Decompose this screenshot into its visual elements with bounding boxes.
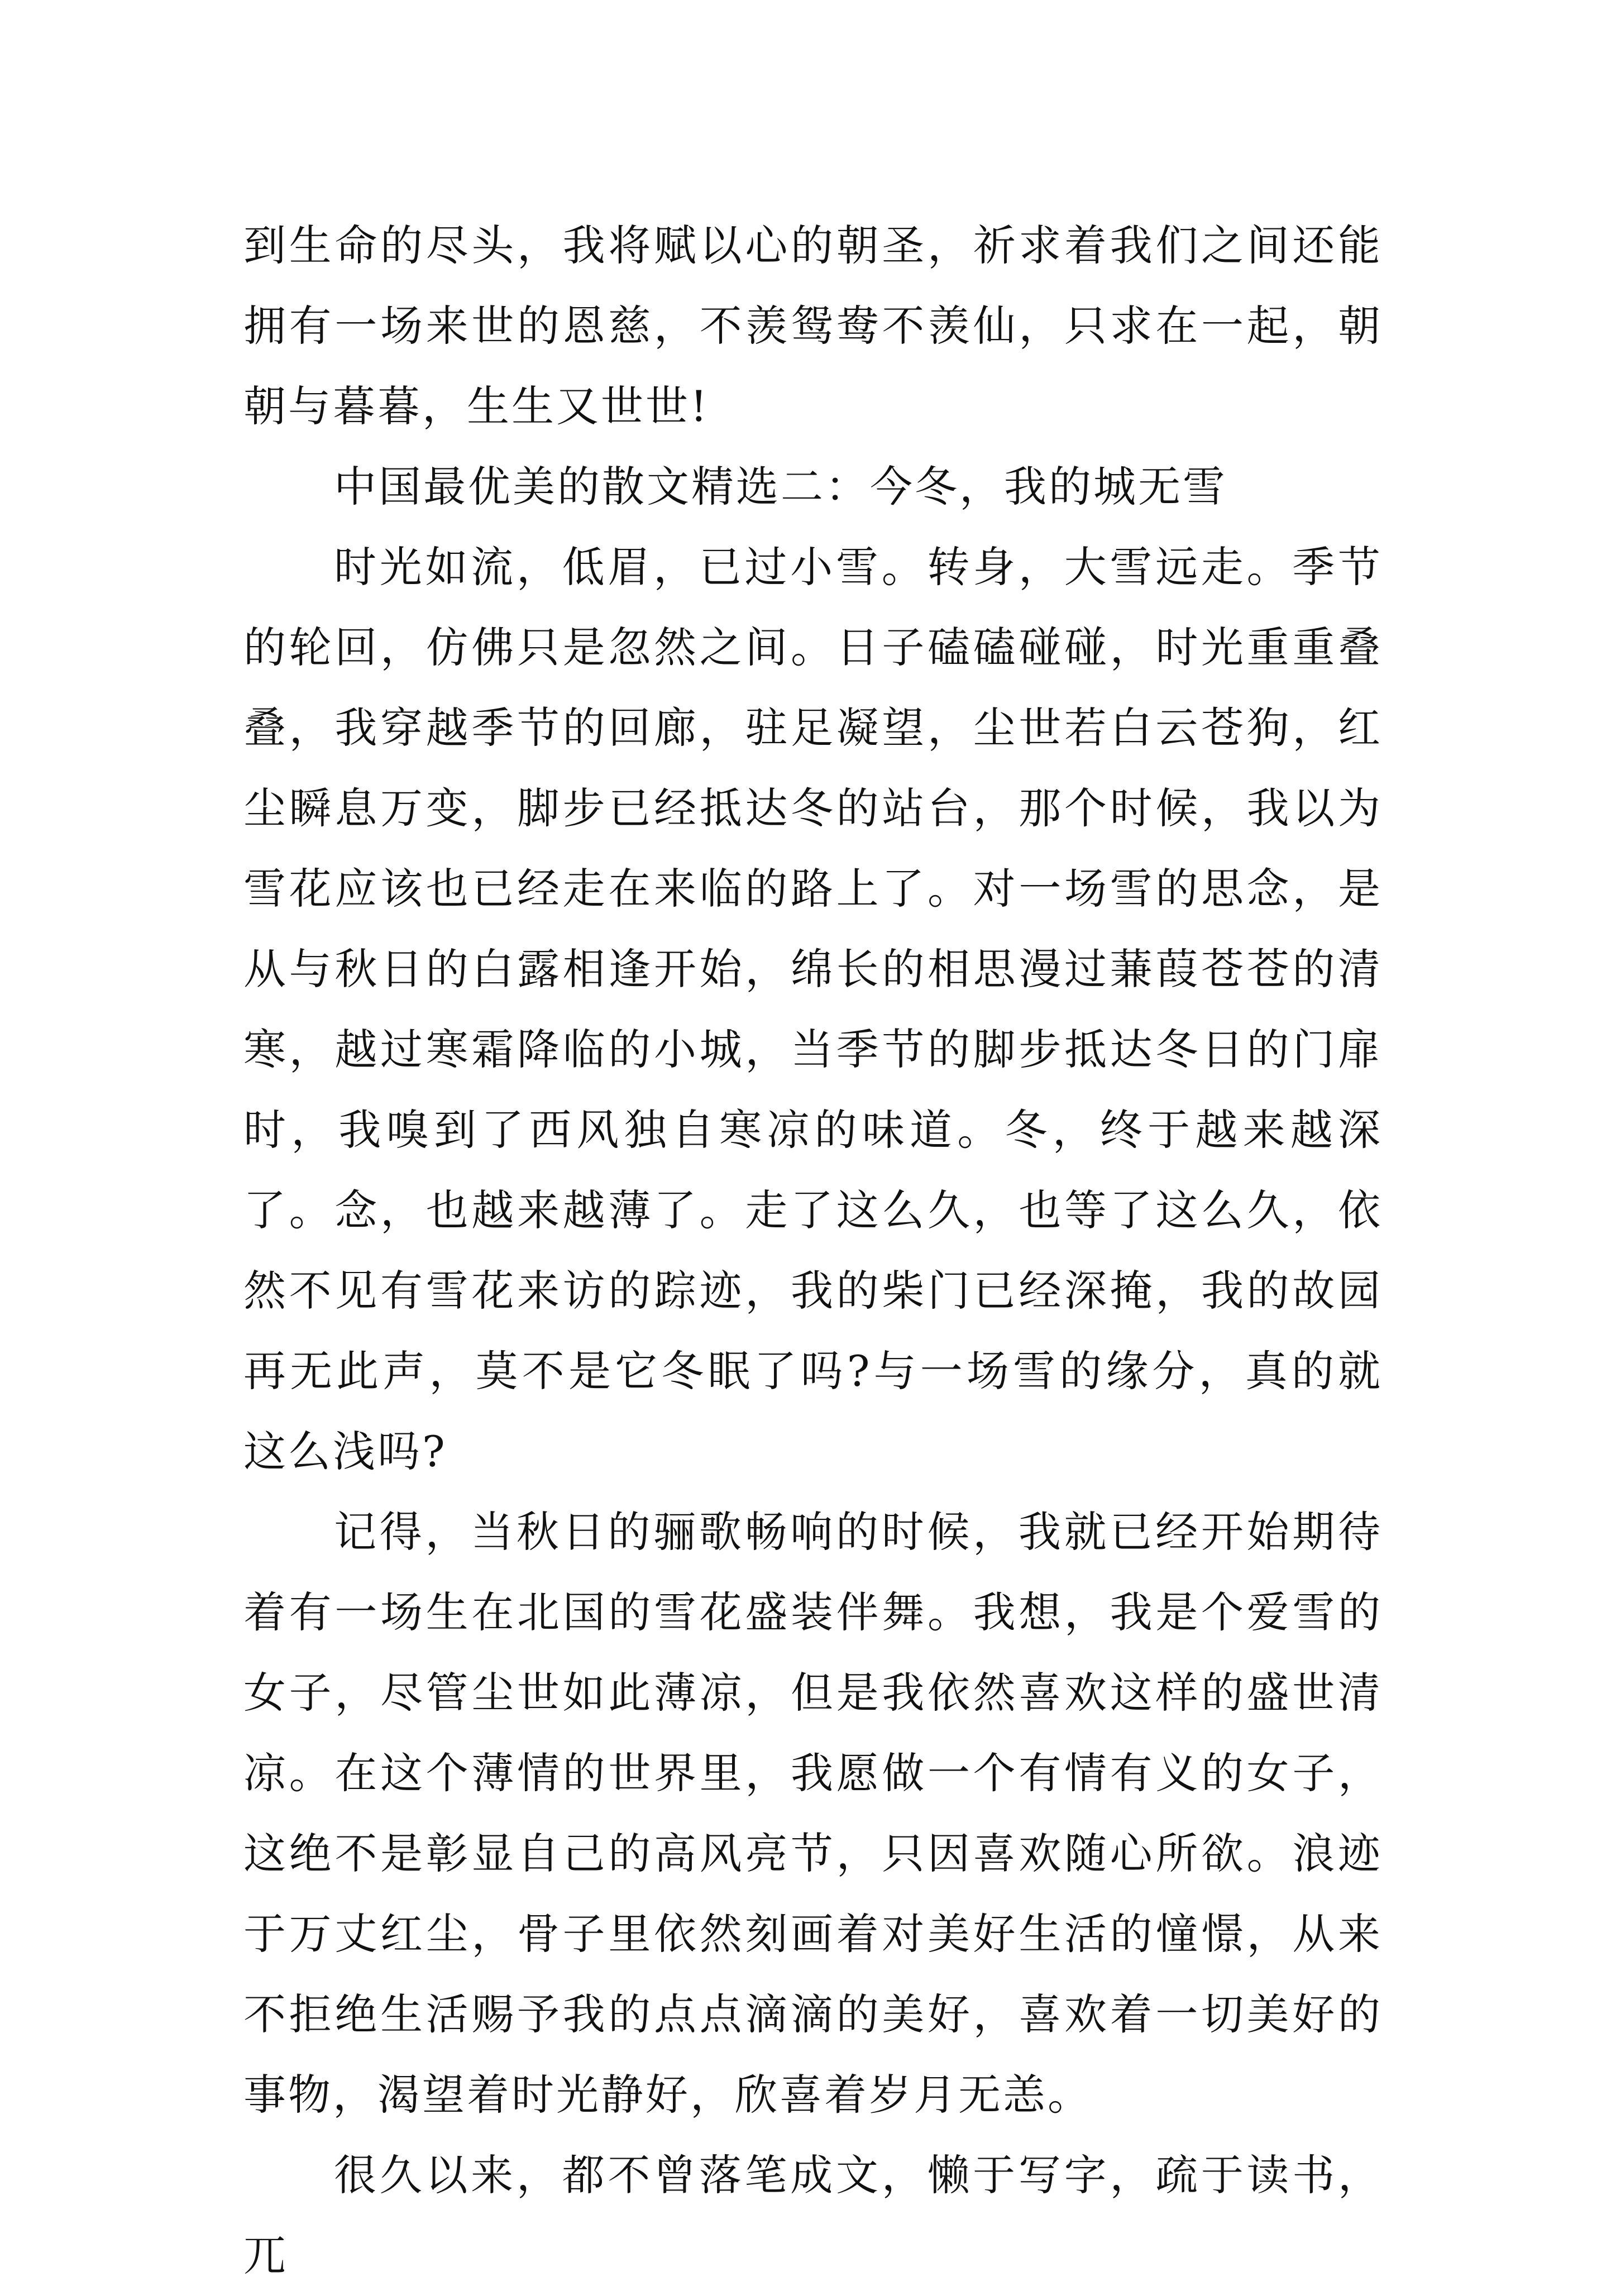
document-body bbox=[243, 205, 1383, 2296]
paragraph: 记得，当秋日的骊歌畅响的时候，我就已经开始期待着有一场生在北国的雪花盛装伴舞。我想，我是个爱雪的女子，尽管尘世如此薄凉，但是我依然喜欢这样的盛世清凉。在这个薄情的世界里，我愿做一个有情有义的女子，这绝不是彰显自己的高风亮节，只因喜欢随心所欲。浪迹于万丈红尘，骨子里依然刻画着对美好生活的憧憬，从来不拒绝生活赐予我的点点滴滴的美好，喜欢着一切美好的事物，渴望着时光静好，欣喜着岁月无恙。 bbox=[243, 1507, 1383, 2120]
paragraph-continuation: 到生命的尽头，我将赋以心的朝圣，祈求着我们之间还能拥有一场来世的恩慈，不羡鸳鸯不羡仙，只求在一起，朝朝与暮暮，生生又世世! bbox=[243, 221, 1383, 431]
section-title: 中国最优美的散文精选二：今冬，我的城无雪 bbox=[334, 462, 1227, 511]
paragraph: 时光如流，低眉，已过小雪。转身，大雪远走。季节的轮回，仿佛只是忽然之间。日子磕磕碰碰，时光重重叠叠，我穿越季节的回廊，驻足凝望，尘世若白云苍狗，红尘瞬息万变，脚步已经抵达冬的站台，那个时候，我以为雪花应该也已经走在来临的路上了。对一场雪的思念，是从与秋日的白露相逢开始，绵长的相思漫过蒹葭苍苍的清寒，越过寒霜降临的小城，当季节的脚步抵达冬日的门扉时，我嗅到了西风独自寒凉的味道。冬，终于越来越深了。念，也越来越薄了。走了这么久，也等了这么久，依然不见有雪花来访的踪迹，我的柴门已经深掩，我的故园再无此声，莫不是它冬眠了吗?与一场雪的缘分，真的就这么浅吗? bbox=[243, 542, 1383, 1476]
paragraph: 很久以来，都不曾落笔成文，懒于写字，疏于读书，兀 bbox=[243, 2150, 1383, 2280]
